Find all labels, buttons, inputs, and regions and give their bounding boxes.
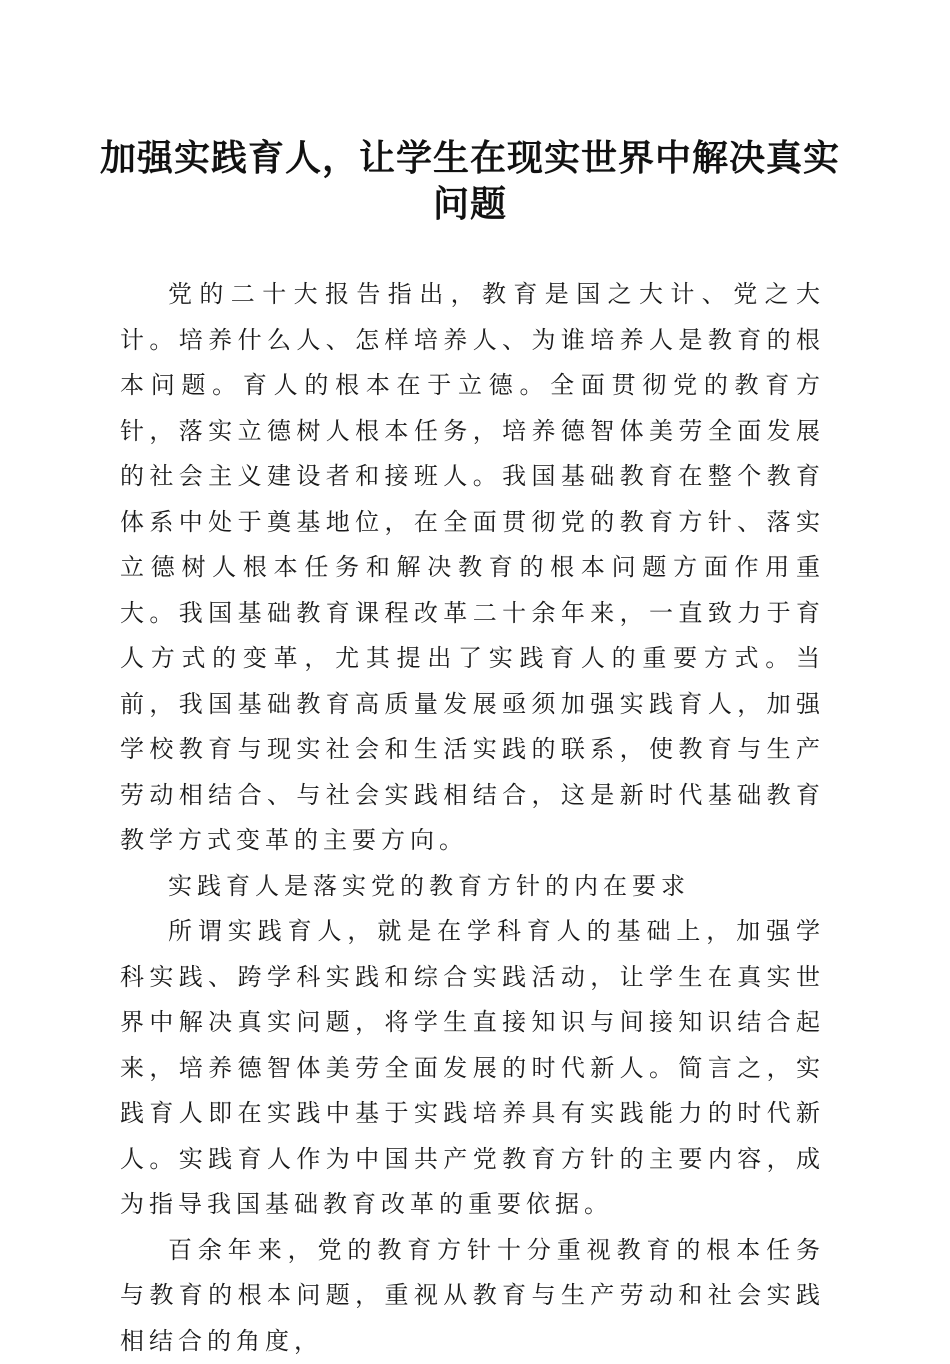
- document-body: [120, 272, 825, 1364]
- paragraph-intro: 党的二十大报告指出，教育是国之大计、党之大计。培养什么人、怎样培养人、为谁培养人是教育的根本问题。育人的根本在于立德。全面贯彻党的教育方针，落实立德树人根本任务，培养德智体美劳全面发展的社会主义建设者和接班人。我国基础教育在整个教育体系中处于奠基地位，在全面贯彻党的教育方针、落实立德树人根本任务和解决教育的根本问题方面作用重大。我国基础教育课程改革二十余年来，一直致力于育人方式的变革，尤其提出了实践育人的重要方式。当前，我国基础教育高质量发展亟须加强实践育人，加强学校教育与现实社会和生活实践的联系，使教育与生产劳动相结合、与社会实践相结合，这是新时代基础教育教学方式变革的主要方向。: [120, 272, 825, 864]
- document-title: 加强实践育人，让学生在现实世界中解决真实问题: [100, 135, 840, 227]
- section-heading: 实践育人是落实党的教育方针的内在要求: [120, 864, 825, 910]
- paragraph-definition: 所谓实践育人，就是在学科育人的基础上，加强学科实践、跨学科实践和综合实践活动，让学生在真实世界中解决真实问题，将学生直接知识与间接知识结合起来，培养德智体美劳全面发展的时代新人。简言之，实践育人即在实践中基于实践培养具有实践能力的时代新人。实践育人作为中国共产党教育方针的主要内容，成为指导我国基础教育改革的重要依据。: [120, 909, 825, 1228]
- paragraph-history: 百余年来，党的教育方针十分重视教育的根本任务与教育的根本问题，重视从教育与生产劳动和社会实践相结合的角度，: [120, 1228, 825, 1364]
